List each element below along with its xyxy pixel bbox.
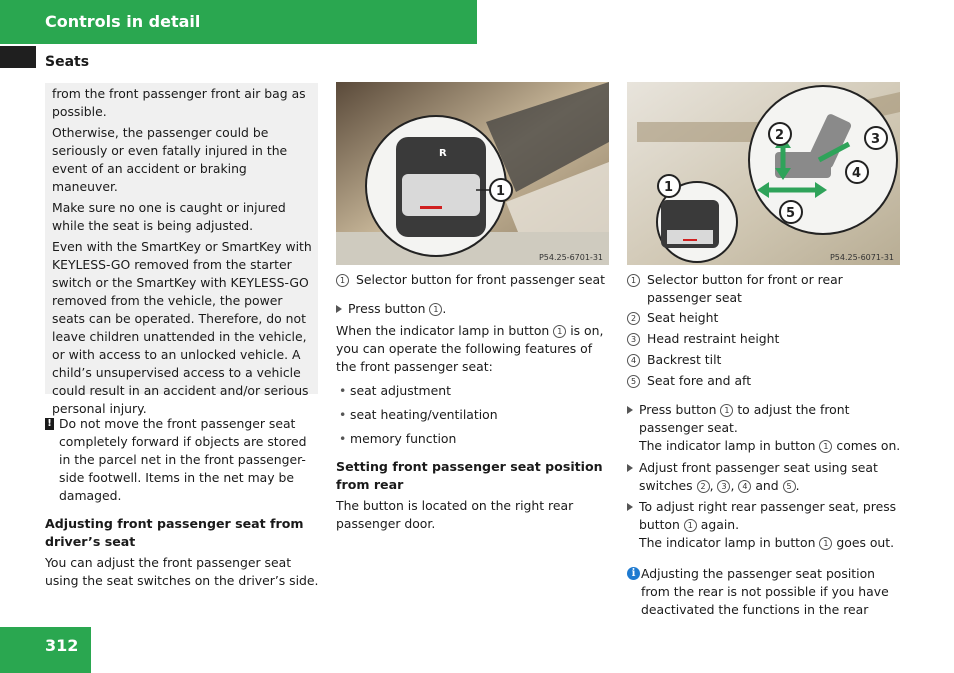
list-item: • seat heating/ventilation [336,406,612,424]
exclamation-icon: ! [45,418,54,430]
instruction-step: To adjust right rear passenger seat, press button 1 again. The indicator lamp in button 1 goes out. [627,498,903,552]
button-letter: R [439,148,447,159]
warning-paragraph: Otherwise, the passenger could be seriously or even fatally injured in the event of an accident or braking maneuver. [52,125,288,194]
door-panel-illustration [336,82,609,265]
page-number: 312 [45,636,79,655]
driver-seat-body: You can adjust the front passenger seat using the seat switches on the driver’s side. [45,555,319,588]
figure-seat-switches [627,82,900,265]
warning-paragraph: Even with the SmartKey or SmartKey with KEYLESS-GO removed from the starter switch or the SmartKey with KEYLESS-GO removed from the vehicle, the power seats can be operated. Therefore, do not leave children unattended in the vehicle, or with access to an unlocked vehicle. A child’s unsupervised access to a vehicle could result in an accident and/or serious personal injury. [52,239,312,416]
legend-item: 4 Backrest tilt [627,351,903,369]
callout-3: 3 [871,132,881,147]
warning-paragraph: Make sure no one is caught or injured while the seat is being adjusted. [52,200,286,233]
list-item: • memory function [336,430,612,448]
column-2 [336,271,612,533]
list-item: • seat adjustment [336,382,612,400]
chapter-header [0,0,477,44]
column-3 [627,271,903,619]
instruction-step: Press button 1 . [336,300,612,318]
warning-paragraph: from the front passenger front air bag as possible. [52,86,306,119]
callout-1: 1 [496,184,506,199]
subheading-from-rear: Setting front passenger seat position from rear [336,459,603,492]
warning-box [45,83,318,416]
info-text: Adjusting the passenger seat position from the rear is not possible if you have deactivated the functions in the rear [641,566,889,617]
rear-door-illustration [627,82,900,265]
note-text: Do not move the front passenger seat completely forward if objects are stored in the parcel net in the front passenger-side footwell. Items in the net may be damaged. [59,416,307,503]
from-rear-body: The button is located on the right rear passenger door. [336,498,574,531]
indicator-paragraph: When the indicator lamp in button 1 is on, you can operate the following features of the front passenger seat: [336,323,604,374]
subheading-driver-seat: Adjusting front passenger seat from driver’s seat [45,516,304,549]
callout-5: 5 [786,206,796,221]
column-1 [45,415,321,590]
callout-1: 1 [664,180,674,195]
legend-item: 2 Seat height [627,309,903,327]
instruction-step: Press button 1 to adjust the front passenger seat. The indicator lamp in button 1 comes on. [627,401,903,455]
legend-item: 3 Head restraint height [627,330,903,348]
instruction-step: Adjust front passenger seat using seat switches 2 , 3 , 4 and 5 . [627,459,903,495]
callout-4: 4 [852,166,862,181]
chapter-title: Controls in detail [45,12,201,31]
callout-2: 2 [775,128,785,143]
info-note [627,565,903,619]
legend-item: 1 Selector button for front or rear passenger seat [627,271,903,307]
legend-item: 1 Selector button for front passenger seat [336,271,612,289]
feature-list [336,382,612,448]
info-icon: i [627,567,640,580]
figure-selector-button [336,82,609,265]
legend-item: 5 Seat fore and aft [627,372,903,390]
damage-note [45,415,321,505]
figure-code: P54.25-6701-31 [538,253,603,262]
section-title: Seats [45,54,90,70]
figure-code: P54.25-6071-31 [829,253,894,262]
chapter-tab-marker [0,46,36,68]
